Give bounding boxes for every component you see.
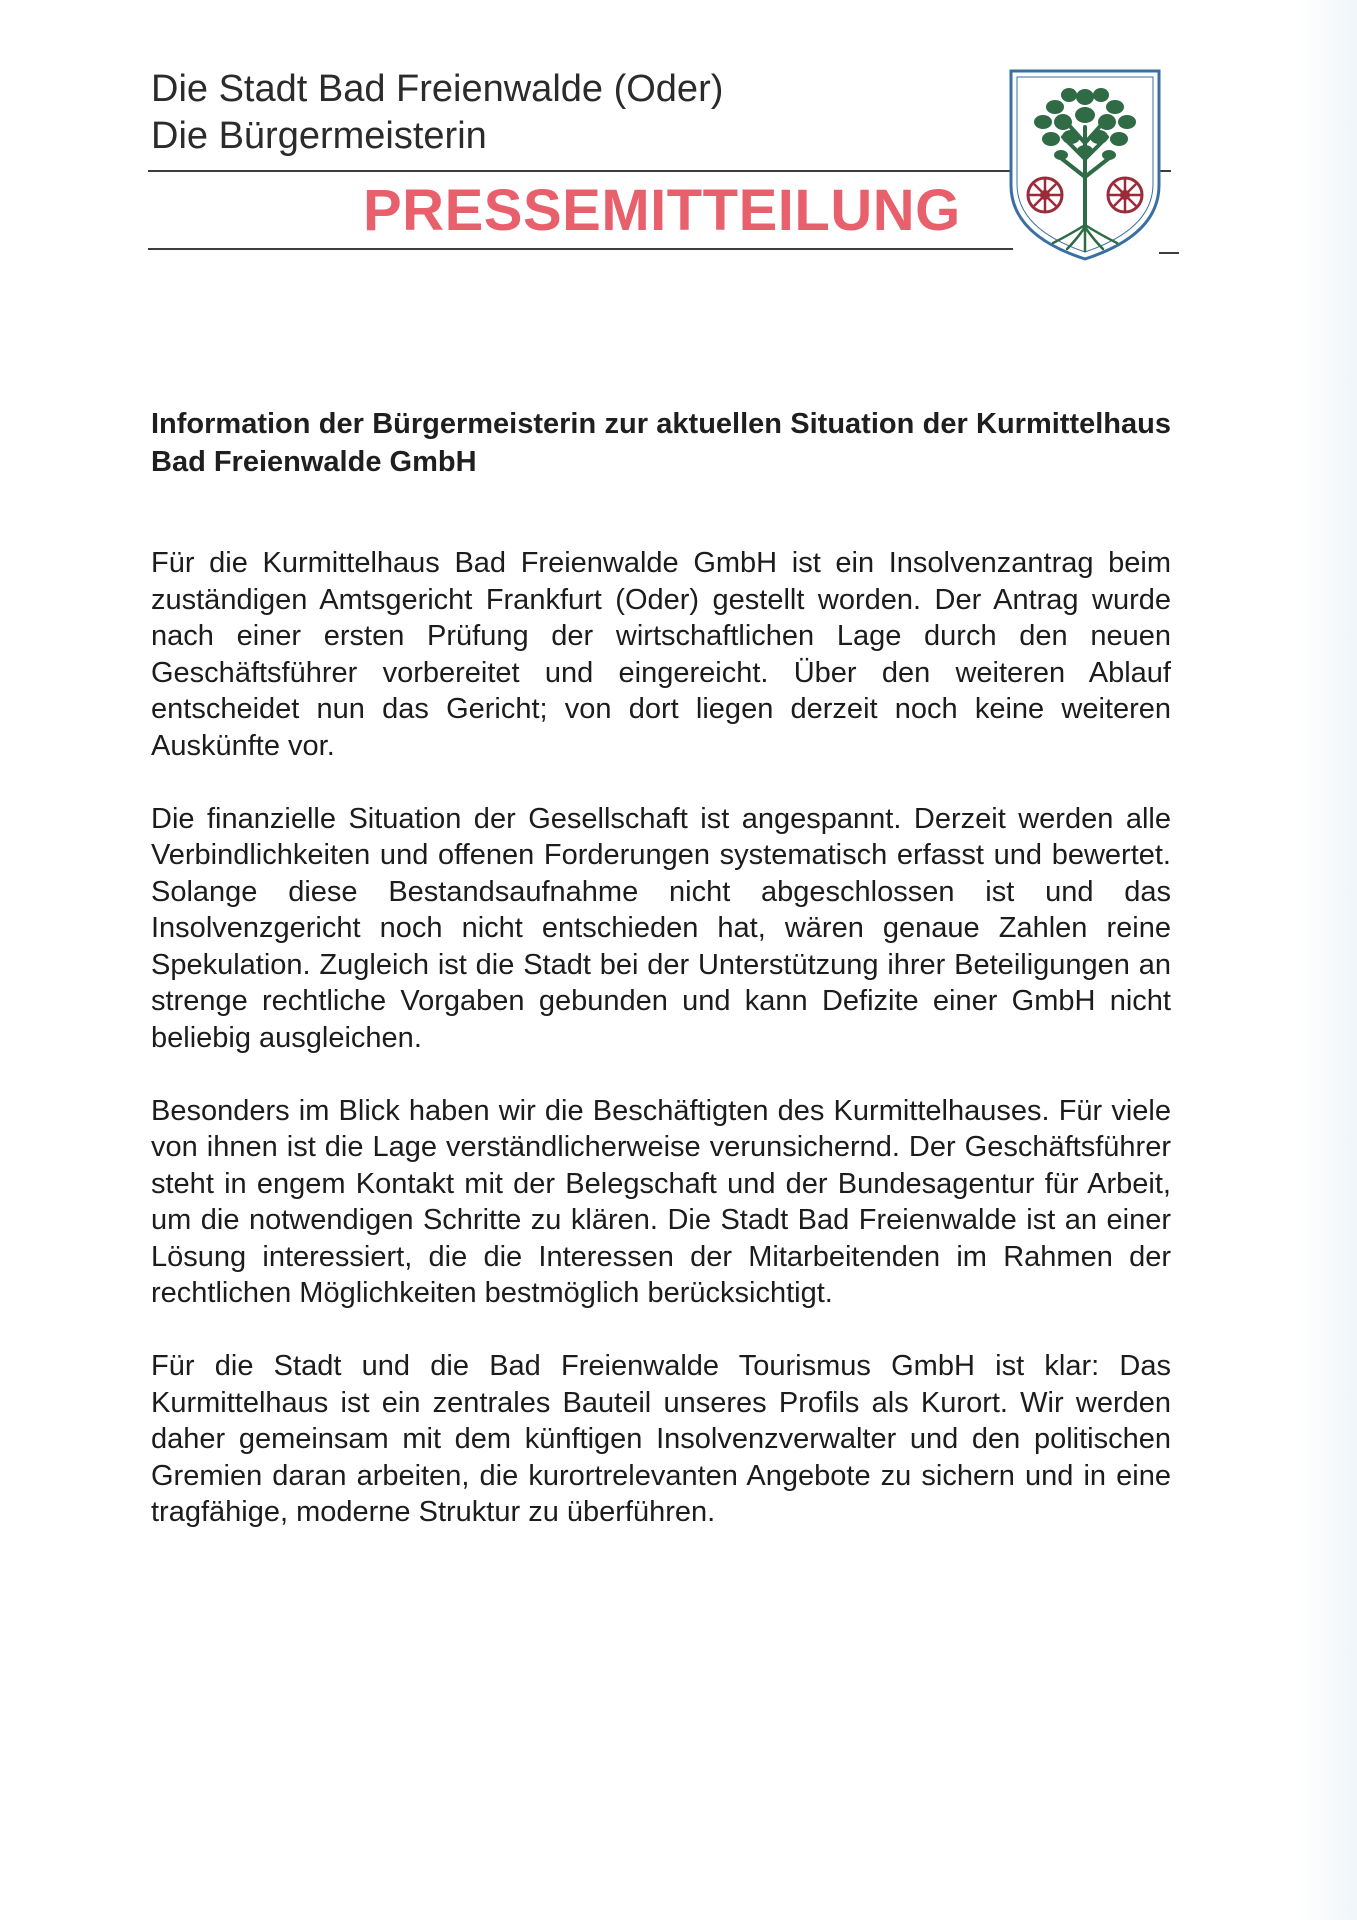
body-paragraph: Besonders im Blick haben wir die Beschäftigten des Kurmittelhauses. Für viele von ihnen ist die Lage verständlicherweise verunsichernd. Der Geschäftsführer steht in engem Kontakt mit der Belegschaft und der Bundesagentur für Arbeit, um die notwendigen Schritte zu klären. Die Stadt Bad Freienwalde ist an einer Lösung interessiert, die die Interessen der Mitarbeitenden im Rahmen der rechtlichen Möglichkeiten bestmöglich berücksichtigt. xyxy=(151,1094,1171,1309)
headline: Information der Bürgermeisterin zur aktuellen Situation der Kurmittelhaus Bad Freienwalde GmbH xyxy=(151,408,1171,479)
office-title: Die Bürgermeisterin xyxy=(151,115,487,157)
coat-of-arms-oak-tree-icon xyxy=(1005,67,1165,263)
body-paragraph: Die finanzielle Situation der Gesellschaft ist angespannt. Derzeit werden alle Verbindlichkeiten und offenen Forderungen systematisch erfasst und bewertet. Solange diese Bestandsaufnahme nicht abgeschlossen ist und das Insolvenzgericht noch nicht entschieden hat, wären genaue Zahlen reine Spekulation. Zugleich ist die Stadt bei der Unterstützung ihrer Beteiligungen an strenge rechtliche Vorgaben gebunden und kann Defizite einer GmbH nicht beliebig ausgleichen. xyxy=(151,802,1171,1054)
body-paragraph: Für die Stadt und die Bad Freienwalde Tourismus GmbH ist klar: Das Kurmittelhaus ist ein zentrales Bauteil unseres Profils als Kurort. Wir werden daher gemeinsam mit dem künftigen Insolvenzverwalter und den politischen Gremien daran arbeiten, die kurortrelevanten Angebote zu sichern und in eine tragfähige, moderne Struktur zu überführen. xyxy=(151,1350,1171,1528)
page-edge-shade xyxy=(1297,0,1357,1920)
body-paragraph: Für die Kurmittelhaus Bad Freienwalde GmbH ist ein Insolvenzantrag beim zuständigen Amtsgericht Frankfurt (Oder) gestellt worden. Der Antrag wurde nach einer ersten Prüfung der wirtschaftlichen Lage durch den neuen Geschäftsführer vorbereitet und eingereicht. Über den weiteren Ablauf entscheidet nun das Gericht; von dort liegen derzeit noch keine weiteren Auskünfte vor. xyxy=(151,547,1171,762)
header-rule-bottom xyxy=(148,248,1013,250)
letterhead xyxy=(151,62,1181,262)
press-release-banner: PRESSEMITTEILUNG xyxy=(363,178,961,243)
press-release-body xyxy=(151,545,1171,1567)
city-name: Die Stadt Bad Freienwalde (Oder) xyxy=(151,68,724,110)
